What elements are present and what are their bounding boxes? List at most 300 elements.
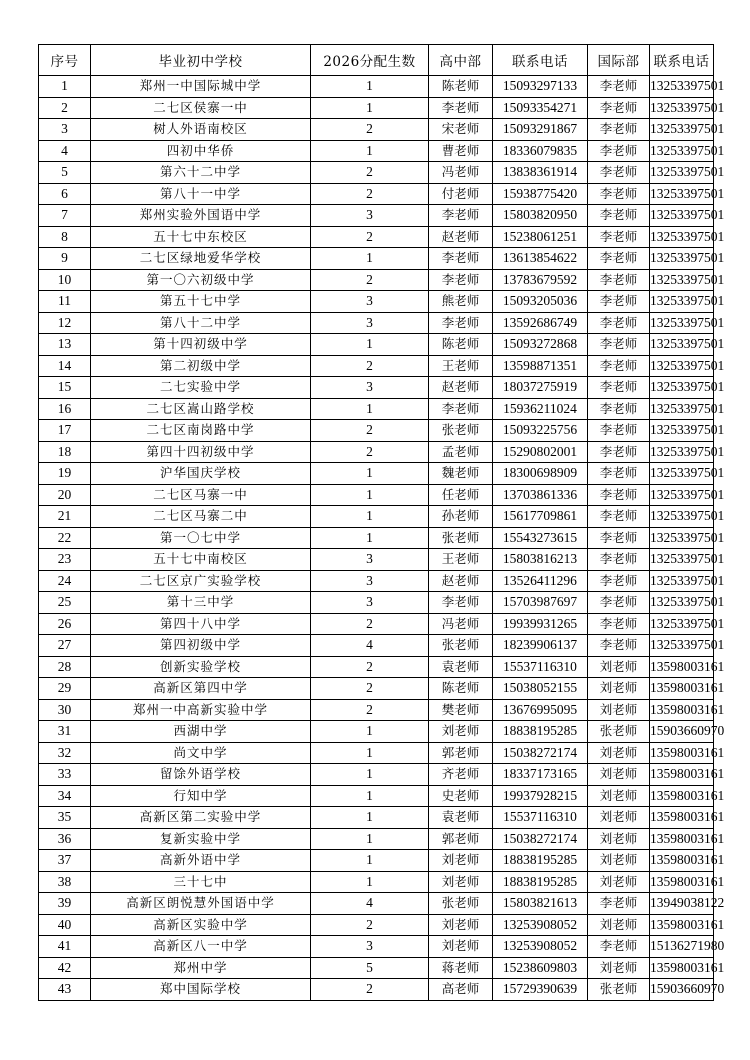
cell-highschool-teacher: 张老师 [429, 527, 493, 549]
cell-allocation-count: 1 [311, 764, 429, 786]
cell-highschool-phone: 13838361914 [493, 162, 588, 184]
cell-international-teacher: 刘老师 [588, 656, 650, 678]
table-row [39, 226, 714, 248]
cell-international-teacher: 刘老师 [588, 828, 650, 850]
cell-highschool-phone: 18838195285 [493, 850, 588, 872]
cell-international-teacher: 刘老师 [588, 764, 650, 786]
cell-school: 郑州中学 [91, 957, 311, 979]
table-row [39, 570, 714, 592]
cell-highschool-phone: 18300698909 [493, 463, 588, 485]
header-international-dept: 国际部 [588, 45, 650, 76]
cell-international-teacher: 李老师 [588, 441, 650, 463]
cell-school: 行知中学 [91, 785, 311, 807]
cell-international-phone: 13253397501 [650, 269, 714, 291]
cell-school: 第十三中学 [91, 592, 311, 614]
header-international-phone: 联系电话 [650, 45, 714, 76]
cell-international-phone: 13253397501 [650, 527, 714, 549]
cell-highschool-phone: 15238609803 [493, 957, 588, 979]
table-row [39, 893, 714, 915]
cell-international-teacher: 刘老师 [588, 807, 650, 829]
cell-index: 16 [39, 398, 91, 420]
cell-international-teacher: 李老师 [588, 527, 650, 549]
table-row [39, 742, 714, 764]
cell-index: 42 [39, 957, 91, 979]
cell-highschool-phone: 15093272868 [493, 334, 588, 356]
cell-international-teacher: 李老师 [588, 893, 650, 915]
cell-international-phone: 15136271980 [650, 936, 714, 958]
cell-school: 留馀外语学校 [91, 764, 311, 786]
cell-allocation-count: 1 [311, 828, 429, 850]
cell-international-teacher: 刘老师 [588, 678, 650, 700]
cell-international-teacher: 李老师 [588, 420, 650, 442]
table-row [39, 807, 714, 829]
table-row [39, 850, 714, 872]
cell-school: 四初中华侨 [91, 140, 311, 162]
cell-international-teacher: 李老师 [588, 463, 650, 485]
table-row [39, 936, 714, 958]
cell-highschool-teacher: 蒋老师 [429, 957, 493, 979]
cell-international-phone: 13253397501 [650, 334, 714, 356]
cell-international-phone: 13253397501 [650, 635, 714, 657]
cell-highschool-teacher: 郭老师 [429, 742, 493, 764]
cell-highschool-phone: 15038272174 [493, 828, 588, 850]
cell-highschool-teacher: 孙老师 [429, 506, 493, 528]
cell-school: 高新区实验中学 [91, 914, 311, 936]
cell-highschool-teacher: 孟老师 [429, 441, 493, 463]
cell-international-teacher: 李老师 [588, 398, 650, 420]
cell-highschool-phone: 18337173165 [493, 764, 588, 786]
cell-highschool-phone: 13253908052 [493, 914, 588, 936]
cell-international-teacher: 李老师 [588, 140, 650, 162]
cell-allocation-count: 2 [311, 441, 429, 463]
cell-highschool-phone: 15038272174 [493, 742, 588, 764]
table-row [39, 914, 714, 936]
cell-international-phone: 13598003161 [650, 957, 714, 979]
cell-school: 第四十四初级中学 [91, 441, 311, 463]
cell-school: 郑中国际学校 [91, 979, 311, 1001]
table-row [39, 463, 714, 485]
cell-highschool-phone: 15038052155 [493, 678, 588, 700]
cell-index: 21 [39, 506, 91, 528]
cell-highschool-teacher: 赵老师 [429, 226, 493, 248]
cell-highschool-phone: 18037275919 [493, 377, 588, 399]
cell-school: 第八十一中学 [91, 183, 311, 205]
cell-international-teacher: 李老师 [588, 312, 650, 334]
cell-index: 24 [39, 570, 91, 592]
cell-highschool-teacher: 张老师 [429, 420, 493, 442]
cell-index: 40 [39, 914, 91, 936]
cell-highschool-teacher: 李老师 [429, 592, 493, 614]
cell-allocation-count: 1 [311, 871, 429, 893]
cell-international-teacher: 李老师 [588, 291, 650, 313]
cell-highschool-teacher: 王老师 [429, 549, 493, 571]
cell-highschool-teacher: 袁老师 [429, 656, 493, 678]
table-header-row [39, 45, 714, 76]
cell-international-phone: 13598003161 [650, 871, 714, 893]
cell-international-teacher: 李老师 [588, 613, 650, 635]
cell-allocation-count: 2 [311, 183, 429, 205]
table-row [39, 979, 714, 1001]
cell-index: 33 [39, 764, 91, 786]
cell-school: 第六十二中学 [91, 162, 311, 184]
cell-highschool-phone: 15803816213 [493, 549, 588, 571]
table-row [39, 355, 714, 377]
cell-international-phone: 13253397501 [650, 291, 714, 313]
cell-international-teacher: 刘老师 [588, 850, 650, 872]
table-row [39, 592, 714, 614]
cell-index: 30 [39, 699, 91, 721]
cell-international-teacher: 刘老师 [588, 871, 650, 893]
cell-allocation-count: 2 [311, 979, 429, 1001]
cell-international-phone: 13253397501 [650, 592, 714, 614]
cell-highschool-phone: 15703987697 [493, 592, 588, 614]
cell-index: 38 [39, 871, 91, 893]
cell-highschool-teacher: 齐老师 [429, 764, 493, 786]
cell-international-phone: 13253397501 [650, 441, 714, 463]
cell-highschool-teacher: 李老师 [429, 269, 493, 291]
cell-index: 22 [39, 527, 91, 549]
cell-international-phone: 13253397501 [650, 613, 714, 635]
cell-index: 1 [39, 76, 91, 98]
cell-school: 二七区京广实验学校 [91, 570, 311, 592]
cell-school: 第四十八中学 [91, 613, 311, 635]
cell-index: 37 [39, 850, 91, 872]
cell-highschool-teacher: 李老师 [429, 398, 493, 420]
cell-allocation-count: 5 [311, 957, 429, 979]
cell-highschool-teacher: 陈老师 [429, 334, 493, 356]
cell-school: 第一〇七中学 [91, 527, 311, 549]
table-row [39, 312, 714, 334]
cell-international-phone: 15903660970 [650, 721, 714, 743]
cell-international-phone: 13598003161 [650, 764, 714, 786]
table-row [39, 678, 714, 700]
cell-international-teacher: 李老师 [588, 484, 650, 506]
cell-index: 19 [39, 463, 91, 485]
table-row [39, 656, 714, 678]
cell-school: 二七区南岗路中学 [91, 420, 311, 442]
cell-highschool-teacher: 宋老师 [429, 119, 493, 141]
cell-highschool-phone: 15093205036 [493, 291, 588, 313]
cell-school: 第二初级中学 [91, 355, 311, 377]
cell-highschool-teacher: 熊老师 [429, 291, 493, 313]
cell-school: 树人外语南校区 [91, 119, 311, 141]
cell-allocation-count: 1 [311, 721, 429, 743]
cell-allocation-count: 3 [311, 205, 429, 227]
cell-highschool-teacher: 魏老师 [429, 463, 493, 485]
cell-index: 34 [39, 785, 91, 807]
cell-highschool-phone: 13613854622 [493, 248, 588, 270]
cell-index: 36 [39, 828, 91, 850]
cell-index: 5 [39, 162, 91, 184]
table-row [39, 119, 714, 141]
cell-allocation-count: 2 [311, 678, 429, 700]
table-row [39, 162, 714, 184]
cell-international-phone: 13253397501 [650, 420, 714, 442]
cell-highschool-teacher: 刘老师 [429, 914, 493, 936]
cell-school: 尚文中学 [91, 742, 311, 764]
cell-international-teacher: 李老师 [588, 635, 650, 657]
cell-highschool-teacher: 陈老师 [429, 678, 493, 700]
cell-international-teacher: 李老师 [588, 334, 650, 356]
cell-international-phone: 13598003161 [650, 699, 714, 721]
header-school: 毕业初中学校 [91, 45, 311, 76]
table-row [39, 484, 714, 506]
cell-school: 高新外语中学 [91, 850, 311, 872]
cell-allocation-count: 2 [311, 613, 429, 635]
cell-international-phone: 13598003161 [650, 850, 714, 872]
cell-allocation-count: 2 [311, 656, 429, 678]
cell-highschool-teacher: 高老师 [429, 979, 493, 1001]
cell-allocation-count: 1 [311, 850, 429, 872]
cell-highschool-phone: 15617709861 [493, 506, 588, 528]
cell-school: 第十四初级中学 [91, 334, 311, 356]
cell-highschool-phone: 15290802001 [493, 441, 588, 463]
cell-international-teacher: 李老师 [588, 226, 650, 248]
cell-index: 8 [39, 226, 91, 248]
cell-international-phone: 13253397501 [650, 162, 714, 184]
table-row [39, 785, 714, 807]
allocation-table [38, 44, 725, 1001]
table-row [39, 183, 714, 205]
cell-international-phone: 13598003161 [650, 828, 714, 850]
cell-international-phone: 13253397501 [650, 506, 714, 528]
cell-index: 2 [39, 97, 91, 119]
cell-international-teacher: 李老师 [588, 76, 650, 98]
cell-highschool-phone: 15093297133 [493, 76, 588, 98]
cell-allocation-count: 1 [311, 506, 429, 528]
cell-index: 12 [39, 312, 91, 334]
cell-international-teacher: 李老师 [588, 183, 650, 205]
table-row [39, 635, 714, 657]
cell-highschool-teacher: 冯老师 [429, 162, 493, 184]
cell-international-phone: 13598003161 [650, 785, 714, 807]
cell-allocation-count: 2 [311, 420, 429, 442]
cell-highschool-teacher: 刘老师 [429, 871, 493, 893]
cell-highschool-phone: 15803820950 [493, 205, 588, 227]
cell-highschool-phone: 15537116310 [493, 656, 588, 678]
cell-international-phone: 15903660970 [650, 979, 714, 1001]
cell-highschool-phone: 15938775420 [493, 183, 588, 205]
cell-international-phone: 13253397501 [650, 140, 714, 162]
table-row [39, 613, 714, 635]
cell-allocation-count: 2 [311, 355, 429, 377]
cell-highschool-phone: 13703861336 [493, 484, 588, 506]
cell-international-teacher: 李老师 [588, 205, 650, 227]
cell-index: 17 [39, 420, 91, 442]
cell-allocation-count: 1 [311, 140, 429, 162]
cell-highschool-phone: 18838195285 [493, 871, 588, 893]
cell-highschool-phone: 15543273615 [493, 527, 588, 549]
cell-international-teacher: 李老师 [588, 506, 650, 528]
cell-allocation-count: 1 [311, 248, 429, 270]
cell-index: 26 [39, 613, 91, 635]
cell-allocation-count: 2 [311, 119, 429, 141]
table-row [39, 76, 714, 98]
cell-highschool-teacher: 史老师 [429, 785, 493, 807]
cell-highschool-phone: 15093354271 [493, 97, 588, 119]
cell-allocation-count: 1 [311, 97, 429, 119]
cell-index: 4 [39, 140, 91, 162]
cell-international-teacher: 李老师 [588, 97, 650, 119]
cell-school: 二七区绿地爱华学校 [91, 248, 311, 270]
table-row [39, 871, 714, 893]
cell-index: 41 [39, 936, 91, 958]
cell-highschool-phone: 15537116310 [493, 807, 588, 829]
cell-international-phone: 13253397501 [650, 76, 714, 98]
cell-allocation-count: 1 [311, 334, 429, 356]
table-row [39, 248, 714, 270]
table-row [39, 398, 714, 420]
cell-highschool-phone: 15093225756 [493, 420, 588, 442]
cell-allocation-count: 3 [311, 549, 429, 571]
cell-highschool-teacher: 郭老师 [429, 828, 493, 850]
cell-index: 3 [39, 119, 91, 141]
cell-highschool-phone: 13592686749 [493, 312, 588, 334]
cell-school: 五十七中南校区 [91, 549, 311, 571]
cell-highschool-teacher: 冯老师 [429, 613, 493, 635]
table-row [39, 291, 714, 313]
cell-international-phone: 13253397501 [650, 398, 714, 420]
cell-highschool-teacher: 刘老师 [429, 850, 493, 872]
cell-international-teacher: 刘老师 [588, 742, 650, 764]
cell-international-phone: 13253397501 [650, 377, 714, 399]
cell-international-phone: 13598003161 [650, 914, 714, 936]
cell-allocation-count: 3 [311, 592, 429, 614]
cell-highschool-teacher: 赵老师 [429, 377, 493, 399]
cell-allocation-count: 2 [311, 226, 429, 248]
cell-international-phone: 13598003161 [650, 678, 714, 700]
table-body [39, 76, 725, 1001]
cell-highschool-phone: 18838195285 [493, 721, 588, 743]
cell-international-phone: 13253397501 [650, 484, 714, 506]
cell-school: 第五十七中学 [91, 291, 311, 313]
cell-index: 6 [39, 183, 91, 205]
cell-international-teacher: 李老师 [588, 162, 650, 184]
table-row [39, 334, 714, 356]
header-highschool-phone: 联系电话 [493, 45, 588, 76]
cell-highschool-teacher: 刘老师 [429, 721, 493, 743]
header-index: 序号 [39, 45, 91, 76]
cell-highschool-phone: 13598871351 [493, 355, 588, 377]
cell-highschool-phone: 18239906137 [493, 635, 588, 657]
cell-highschool-teacher: 张老师 [429, 635, 493, 657]
cell-highschool-phone: 15729390639 [493, 979, 588, 1001]
cell-highschool-teacher: 樊老师 [429, 699, 493, 721]
cell-index: 31 [39, 721, 91, 743]
cell-index: 13 [39, 334, 91, 356]
cell-school: 高新区八一中学 [91, 936, 311, 958]
cell-highschool-teacher: 李老师 [429, 97, 493, 119]
table-row [39, 205, 714, 227]
cell-index: 32 [39, 742, 91, 764]
cell-school: 第八十二中学 [91, 312, 311, 334]
cell-school: 郑州实验外国语中学 [91, 205, 311, 227]
cell-allocation-count: 1 [311, 785, 429, 807]
table-row [39, 269, 714, 291]
cell-index: 39 [39, 893, 91, 915]
cell-index: 14 [39, 355, 91, 377]
cell-school: 五十七中东校区 [91, 226, 311, 248]
cell-international-teacher: 李老师 [588, 269, 650, 291]
cell-international-teacher: 张老师 [588, 979, 650, 1001]
cell-school: 郑州一中高新实验中学 [91, 699, 311, 721]
cell-allocation-count: 3 [311, 291, 429, 313]
cell-international-phone: 13253397501 [650, 570, 714, 592]
cell-allocation-count: 1 [311, 742, 429, 764]
cell-highschool-teacher: 李老师 [429, 312, 493, 334]
cell-school: 二七区侯寨一中 [91, 97, 311, 119]
table-row [39, 957, 714, 979]
cell-school: 二七实验中学 [91, 377, 311, 399]
cell-highschool-teacher: 刘老师 [429, 936, 493, 958]
cell-allocation-count: 1 [311, 463, 429, 485]
cell-international-phone: 13253397501 [650, 463, 714, 485]
cell-allocation-count: 2 [311, 269, 429, 291]
cell-highschool-teacher: 王老师 [429, 355, 493, 377]
cell-highschool-phone: 13253908052 [493, 936, 588, 958]
cell-allocation-count: 2 [311, 162, 429, 184]
table-row [39, 97, 714, 119]
cell-school: 第一〇六初级中学 [91, 269, 311, 291]
cell-allocation-count: 1 [311, 398, 429, 420]
cell-international-teacher: 刘老师 [588, 699, 650, 721]
cell-international-phone: 13949038122 [650, 893, 714, 915]
cell-school: 郑州一中国际城中学 [91, 76, 311, 98]
cell-index: 25 [39, 592, 91, 614]
cell-highschool-phone: 13783679592 [493, 269, 588, 291]
cell-school: 二七区嵩山路学校 [91, 398, 311, 420]
cell-school: 二七区马寨二中 [91, 506, 311, 528]
cell-allocation-count: 4 [311, 893, 429, 915]
cell-school: 高新区朗悦慧外国语中学 [91, 893, 311, 915]
cell-highschool-phone: 15803821613 [493, 893, 588, 915]
cell-index: 9 [39, 248, 91, 270]
cell-index: 10 [39, 269, 91, 291]
document-page [38, 44, 725, 1001]
table-row [39, 377, 714, 399]
cell-allocation-count: 3 [311, 312, 429, 334]
cell-index: 7 [39, 205, 91, 227]
cell-highschool-teacher: 赵老师 [429, 570, 493, 592]
cell-allocation-count: 3 [311, 377, 429, 399]
cell-index: 23 [39, 549, 91, 571]
cell-highschool-teacher: 曹老师 [429, 140, 493, 162]
cell-international-teacher: 李老师 [588, 119, 650, 141]
cell-school: 西湖中学 [91, 721, 311, 743]
cell-international-teacher: 李老师 [588, 592, 650, 614]
cell-highschool-phone: 13676995095 [493, 699, 588, 721]
cell-index: 20 [39, 484, 91, 506]
cell-index: 35 [39, 807, 91, 829]
cell-allocation-count: 4 [311, 635, 429, 657]
cell-international-phone: 13598003161 [650, 742, 714, 764]
cell-international-phone: 13598003161 [650, 656, 714, 678]
cell-allocation-count: 1 [311, 76, 429, 98]
cell-highschool-teacher: 陈老师 [429, 76, 493, 98]
header-allocation-count: 2026分配生数 [311, 45, 429, 76]
cell-international-phone: 13253397501 [650, 119, 714, 141]
cell-international-teacher: 张老师 [588, 721, 650, 743]
cell-highschool-teacher: 付老师 [429, 183, 493, 205]
cell-allocation-count: 1 [311, 527, 429, 549]
cell-school: 二七区马寨一中 [91, 484, 311, 506]
cell-highschool-phone: 19939931265 [493, 613, 588, 635]
cell-international-teacher: 刘老师 [588, 957, 650, 979]
cell-international-teacher: 李老师 [588, 355, 650, 377]
cell-international-phone: 13253397501 [650, 226, 714, 248]
cell-highschool-phone: 19937928215 [493, 785, 588, 807]
cell-index: 43 [39, 979, 91, 1001]
